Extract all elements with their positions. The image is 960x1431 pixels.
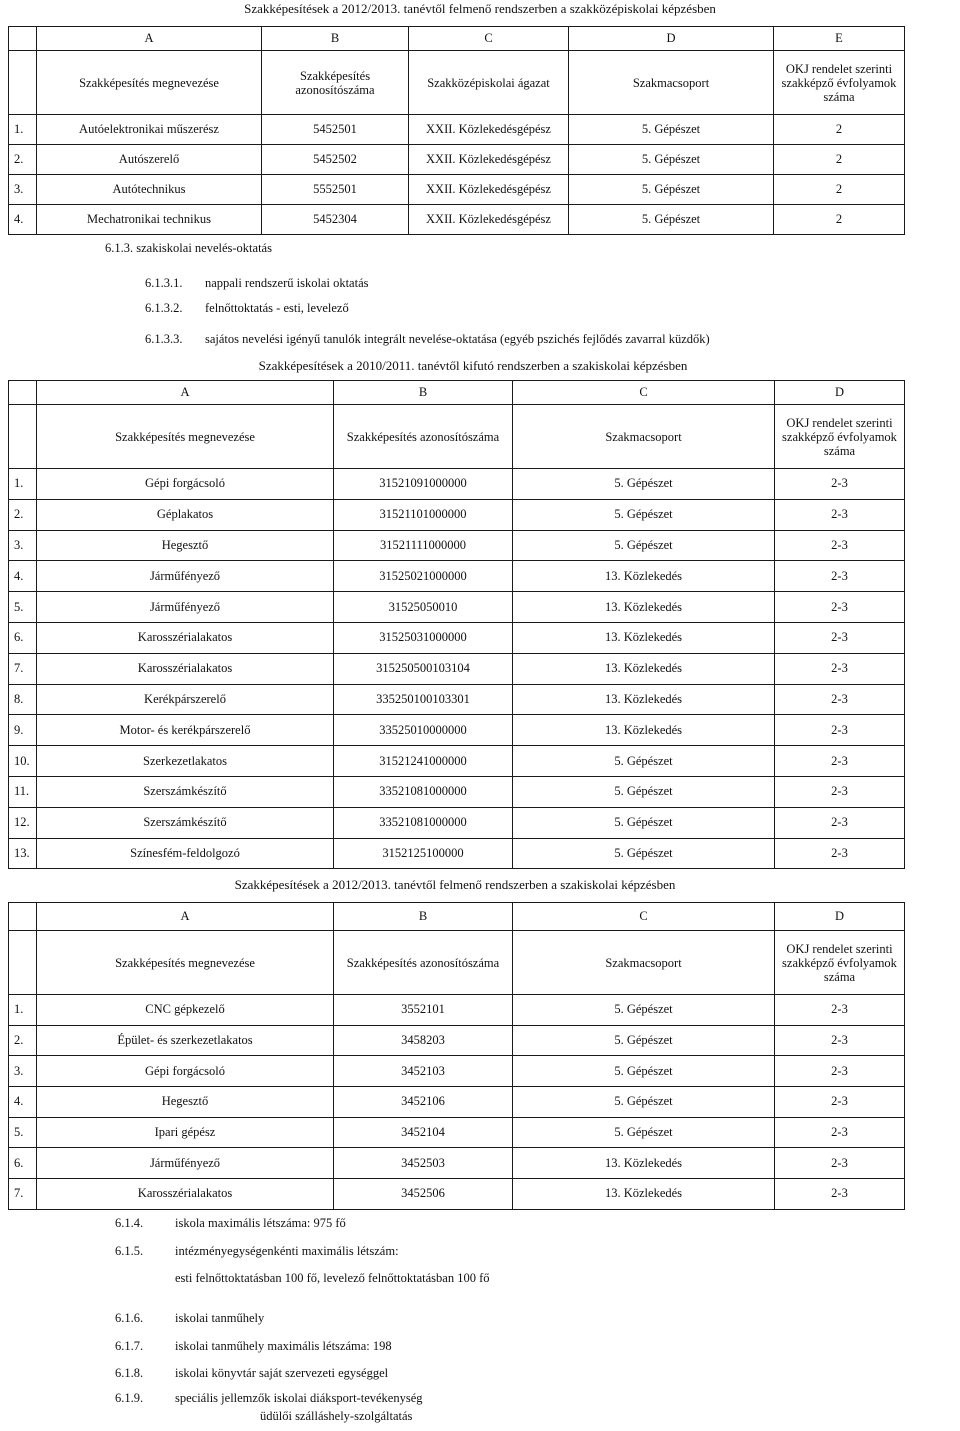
- qualification-code: 3458203: [334, 1025, 513, 1056]
- professional-group: 5. Gépészet: [513, 1087, 775, 1118]
- professional-group: 5. Gépészet: [513, 469, 775, 500]
- row-number: 7.: [9, 653, 37, 684]
- qualification-code: 3452104: [334, 1117, 513, 1148]
- professional-group: 5. Gépészet: [513, 1056, 775, 1087]
- training-years: 2-3: [775, 995, 905, 1026]
- qualification-code: 33521081000000: [334, 807, 513, 838]
- table2-letter-row: [9, 381, 905, 405]
- column-header: Szakképesítés azonosítószáma: [262, 51, 409, 115]
- section-text: iskolai tanműhely: [175, 1311, 265, 1325]
- training-years: 2: [774, 145, 905, 175]
- professional-group: 13. Közlekedés: [513, 561, 775, 592]
- qualification-code: 5452501: [262, 115, 409, 145]
- column-header: OKJ rendelet szerinti szakképző évfolyamok száma: [775, 931, 905, 995]
- column-header: Szakközépiskolai ágazat: [409, 51, 569, 115]
- col-letter: C: [513, 903, 775, 931]
- row-number: 1.: [9, 115, 37, 145]
- training-years: 2-3: [775, 530, 905, 561]
- table-row: [9, 653, 905, 684]
- qualification-name: Karosszérialakatos: [37, 1179, 334, 1210]
- row-number: 2.: [9, 145, 37, 175]
- qualification-code: 3152125100000: [334, 838, 513, 869]
- training-years: 2-3: [775, 1117, 905, 1148]
- qualification-name: Karosszérialakatos: [37, 622, 334, 653]
- header-blank: [9, 405, 37, 469]
- qualification-code: 5452502: [262, 145, 409, 175]
- qualification-code: 33521081000000: [334, 776, 513, 807]
- qualification-code: 31525021000000: [334, 561, 513, 592]
- row-number: 9.: [9, 715, 37, 746]
- table-row: [9, 561, 905, 592]
- col-letter: A: [37, 381, 334, 405]
- table1-header-row: [9, 51, 905, 115]
- qualification-name: Ipari gépész: [37, 1117, 334, 1148]
- column-header: Szakképesítés azonosítószáma: [334, 405, 513, 469]
- section-detail: üdülői szálláshely-szolgáltatás: [260, 1409, 413, 1423]
- section-item: [115, 1216, 346, 1231]
- table2-header-row: [9, 405, 905, 469]
- professional-group: 13. Közlekedés: [513, 653, 775, 684]
- section-item: [115, 1391, 423, 1406]
- table-row: [9, 838, 905, 869]
- col-letter: B: [262, 27, 409, 51]
- training-years: 2: [774, 115, 905, 145]
- table-row: [9, 1087, 905, 1118]
- professional-group: 5. Gépészet: [569, 115, 774, 145]
- qualification-name: Motor- és kerékpárszerelő: [37, 715, 334, 746]
- professional-group: 13. Közlekedés: [513, 684, 775, 715]
- table3: [8, 902, 905, 1210]
- training-years: 2-3: [775, 1179, 905, 1210]
- table-row: [9, 746, 905, 777]
- training-years: 2-3: [775, 1087, 905, 1118]
- section-detail: esti felnőttoktatásban 100 fő, levelező felnőttoktatásban 100 fő: [175, 1271, 490, 1285]
- qualification-name: Karosszérialakatos: [37, 653, 334, 684]
- header-blank: [9, 51, 37, 115]
- section-heading: 6.1.3. szakiskolai nevelés-oktatás: [105, 241, 272, 255]
- training-years: 2-3: [775, 1025, 905, 1056]
- training-years: 2-3: [775, 469, 905, 500]
- qualification-code: 31525031000000: [334, 622, 513, 653]
- table-row: [9, 715, 905, 746]
- column-header: Szakmacsoport: [513, 405, 775, 469]
- column-header: Szakmacsoport: [513, 931, 775, 995]
- training-years: 2-3: [775, 684, 905, 715]
- professional-group: 5. Gépészet: [513, 746, 775, 777]
- section-text: iskolai könyvtár saját szervezeti egységgel: [175, 1366, 389, 1380]
- col-letter: A: [37, 27, 262, 51]
- column-header: Szakképesítés megnevezése: [37, 405, 334, 469]
- training-years: 2-3: [775, 561, 905, 592]
- row-number: 1.: [9, 995, 37, 1026]
- table-row: [9, 115, 905, 145]
- col-letter: D: [775, 903, 905, 931]
- qualification-code: 335250100103301: [334, 684, 513, 715]
- section-code: 6.1.7.: [115, 1339, 144, 1353]
- row-number: 2.: [9, 499, 37, 530]
- section-code: 6.1.6.: [115, 1311, 144, 1325]
- table-row: [9, 622, 905, 653]
- school-sector: XXII. Közlekedésgépész: [409, 205, 569, 235]
- training-years: 2-3: [775, 838, 905, 869]
- qualification-code: 31525050010: [334, 592, 513, 623]
- professional-group: 5. Gépészet: [513, 499, 775, 530]
- professional-group: 5. Gépészet: [513, 807, 775, 838]
- section-text: sajátos nevelési igényű tanulók integrált nevelése-oktatása (egyéb pszichés fejlődés zavarral küzdők): [205, 332, 710, 346]
- qualification-name: Autóelektronikai műszerész: [37, 115, 262, 145]
- qualification-name: Járműfényező: [37, 592, 334, 623]
- column-header: Szakképesítés megnevezése: [37, 51, 262, 115]
- row-number: 5.: [9, 1117, 37, 1148]
- col-letter: E: [774, 27, 905, 51]
- section-text: iskolai tanműhely maximális létszáma: 198: [175, 1339, 392, 1353]
- qualification-code: 3452503: [334, 1148, 513, 1179]
- table-row: [9, 1148, 905, 1179]
- section-text: felnőttoktatás - esti, levelező: [205, 301, 349, 315]
- row-number: 5.: [9, 592, 37, 623]
- qualification-code: 5452304: [262, 205, 409, 235]
- professional-group: 5. Gépészet: [513, 1117, 775, 1148]
- section-item: [145, 276, 369, 291]
- school-sector: XXII. Közlekedésgépész: [409, 145, 569, 175]
- row-number: 4.: [9, 561, 37, 592]
- section-item: [115, 1311, 264, 1326]
- table-row: [9, 995, 905, 1026]
- school-sector: XXII. Közlekedésgépész: [409, 175, 569, 205]
- section-item: [115, 1366, 388, 1381]
- table-row: [9, 469, 905, 500]
- qualification-name: Szerszámkészítő: [37, 807, 334, 838]
- qualification-code: 31521091000000: [334, 469, 513, 500]
- row-number: 1.: [9, 469, 37, 500]
- training-years: 2-3: [775, 807, 905, 838]
- professional-group: 5. Gépészet: [569, 145, 774, 175]
- qualification-code: 33525010000000: [334, 715, 513, 746]
- qualification-name: Színesfém-feldolgozó: [37, 838, 334, 869]
- qualification-code: 3452106: [334, 1087, 513, 1118]
- professional-group: 13. Közlekedés: [513, 622, 775, 653]
- table3-header-row: [9, 931, 905, 995]
- row-number: 11.: [9, 776, 37, 807]
- table-row: [9, 205, 905, 235]
- section-item: [145, 301, 349, 316]
- row-number: 4.: [9, 1087, 37, 1118]
- section-code: 6.1.3.2.: [145, 301, 183, 315]
- section-code: 6.1.8.: [115, 1366, 144, 1380]
- training-years: 2-3: [775, 746, 905, 777]
- training-years: 2-3: [775, 499, 905, 530]
- professional-group: 13. Közlekedés: [513, 715, 775, 746]
- table1-title: Szakképesítések a 2012/2013. tanévtől felmenő rendszerben a szakközépiskolai képzésben: [244, 1, 716, 16]
- qualification-name: Autószerelő: [37, 145, 262, 175]
- column-header: Szakképesítés azonosítószáma: [334, 931, 513, 995]
- professional-group: 13. Közlekedés: [513, 1179, 775, 1210]
- table2: [8, 380, 905, 869]
- section-text: speciális jellemzők iskolai diáksport-tevékenység: [175, 1391, 423, 1405]
- row-number: 3.: [9, 530, 37, 561]
- qualification-code: 3452506: [334, 1179, 513, 1210]
- qualification-name: Szerkezetlakatos: [37, 746, 334, 777]
- col-letter: B: [334, 381, 513, 405]
- professional-group: 5. Gépészet: [513, 1025, 775, 1056]
- training-years: 2-3: [775, 592, 905, 623]
- section-code: 6.1.3.1.: [145, 276, 183, 290]
- qualification-code: 3552101: [334, 995, 513, 1026]
- qualification-name: Szerszámkészítő: [37, 776, 334, 807]
- col-letter: D: [569, 27, 774, 51]
- qualification-code: 5552501: [262, 175, 409, 205]
- qualification-code: 31521241000000: [334, 746, 513, 777]
- qualification-name: Autótechnikus: [37, 175, 262, 205]
- section-item: [115, 1339, 392, 1354]
- training-years: 2-3: [775, 715, 905, 746]
- qualification-name: Járműfényező: [37, 561, 334, 592]
- table-row: [9, 499, 905, 530]
- qualification-name: Hegesztő: [37, 530, 334, 561]
- row-number: 7.: [9, 1179, 37, 1210]
- school-sector: XXII. Közlekedésgépész: [409, 115, 569, 145]
- corner-cell: [9, 903, 37, 931]
- section-text: iskola maximális létszáma: 975 fő: [175, 1216, 346, 1230]
- table-row: [9, 1117, 905, 1148]
- col-letter: C: [513, 381, 775, 405]
- training-years: 2-3: [775, 776, 905, 807]
- professional-group: 5. Gépészet: [513, 530, 775, 561]
- training-years: 2-3: [775, 1056, 905, 1087]
- col-letter: A: [37, 903, 334, 931]
- professional-group: 5. Gépészet: [513, 995, 775, 1026]
- qualification-name: Gépi forgácsoló: [37, 1056, 334, 1087]
- row-number: 6.: [9, 622, 37, 653]
- professional-group: 5. Gépészet: [513, 776, 775, 807]
- qualification-name: Kerékpárszerelő: [37, 684, 334, 715]
- col-letter: B: [334, 903, 513, 931]
- qualification-code: 31521101000000: [334, 499, 513, 530]
- training-years: 2: [774, 205, 905, 235]
- qualification-name: Géplakatos: [37, 499, 334, 530]
- col-letter: D: [775, 381, 905, 405]
- row-number: 13.: [9, 838, 37, 869]
- table2-title: Szakképesítések a 2010/2011. tanévtől kifutó rendszerben a szakiskolai képzésben: [258, 358, 688, 373]
- table-row: [9, 592, 905, 623]
- table-row: [9, 1056, 905, 1087]
- qualification-code: 31521111000000: [334, 530, 513, 561]
- qualification-name: Épület- és szerkezetlakatos: [37, 1025, 334, 1056]
- table3-title: Szakképesítések a 2012/2013. tanévtől felmenő rendszerben a szakiskolai képzésben: [234, 877, 676, 892]
- qualification-code: 3452103: [334, 1056, 513, 1087]
- section-text: nappali rendszerű iskolai oktatás: [205, 276, 369, 290]
- professional-group: 5. Gépészet: [569, 205, 774, 235]
- column-header: OKJ rendelet szerinti szakképző évfolyamok száma: [774, 51, 905, 115]
- training-years: 2: [774, 175, 905, 205]
- professional-group: 13. Közlekedés: [513, 1148, 775, 1179]
- section-code: 6.1.5.: [115, 1244, 144, 1258]
- training-years: 2-3: [775, 653, 905, 684]
- qualification-name: Gépi forgácsoló: [37, 469, 334, 500]
- section-code: 6.1.4.: [115, 1216, 144, 1230]
- row-number: 3.: [9, 1056, 37, 1087]
- professional-group: 5. Gépészet: [569, 175, 774, 205]
- table-row: [9, 684, 905, 715]
- qualification-name: Járműfényező: [37, 1148, 334, 1179]
- column-header: Szakmacsoport: [569, 51, 774, 115]
- qualification-name: CNC gépkezelő: [37, 995, 334, 1026]
- row-number: 10.: [9, 746, 37, 777]
- qualification-code: 315250500103104: [334, 653, 513, 684]
- section-item: [115, 1244, 399, 1259]
- row-number: 3.: [9, 175, 37, 205]
- column-header: OKJ rendelet szerinti szakképző évfolyamok száma: [775, 405, 905, 469]
- section-code: 6.1.9.: [115, 1391, 144, 1405]
- table-row: [9, 175, 905, 205]
- table3-letter-row: [9, 903, 905, 931]
- row-number: 4.: [9, 205, 37, 235]
- row-number: 8.: [9, 684, 37, 715]
- row-number: 6.: [9, 1148, 37, 1179]
- table-row: [9, 1025, 905, 1056]
- training-years: 2-3: [775, 1148, 905, 1179]
- row-number: 2.: [9, 1025, 37, 1056]
- table-row: [9, 530, 905, 561]
- section-text: intézményegységenkénti maximális létszám:: [175, 1244, 399, 1258]
- table-row: [9, 776, 905, 807]
- qualification-name: Hegesztő: [37, 1087, 334, 1118]
- header-blank: [9, 931, 37, 995]
- corner-cell: [9, 381, 37, 405]
- table-row: [9, 807, 905, 838]
- training-years: 2-3: [775, 622, 905, 653]
- column-header: Szakképesítés megnevezése: [37, 931, 334, 995]
- section-code: 6.1.3.3.: [145, 332, 183, 346]
- corner-cell: [9, 27, 37, 51]
- professional-group: 5. Gépészet: [513, 838, 775, 869]
- qualification-name: Mechatronikai technikus: [37, 205, 262, 235]
- table-row: [9, 1179, 905, 1210]
- table-row: [9, 145, 905, 175]
- professional-group: 13. Közlekedés: [513, 592, 775, 623]
- col-letter: C: [409, 27, 569, 51]
- row-number: 12.: [9, 807, 37, 838]
- section-item: [145, 332, 710, 347]
- table1: [8, 26, 905, 235]
- table1-letter-row: [9, 27, 905, 51]
